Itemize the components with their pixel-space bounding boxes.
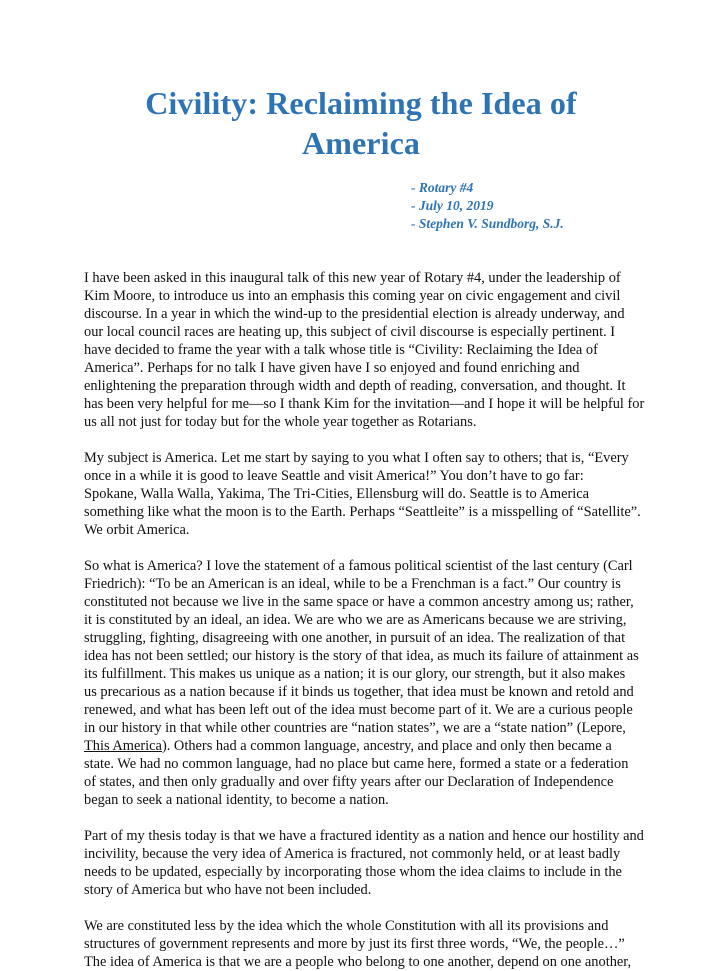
- document-title: Civility: Reclaiming the Idea of America: [145, 85, 577, 161]
- paragraph-line: have decided to frame the year with a talk whose title is “Civility: Reclaiming the Idea of: [84, 342, 598, 358]
- paragraph-line: So what is America? I love the statement of a famous political scientist of the last century (Carl: [84, 558, 633, 574]
- paragraph-line: us precarious as a nation because if it binds us together, that idea must be known and retold and: [84, 684, 634, 700]
- paragraph-line: idea has not been settled; our history is the story of that idea, as much its failure of attainment as: [84, 648, 639, 664]
- paragraph-line: us all not just for today but for the whole year together as Rotarians.: [84, 414, 477, 430]
- paragraph-line: We are constituted less by the idea which the whole Constitution with all its provisions and: [84, 918, 609, 934]
- byline-event: - Rotary #4: [411, 180, 474, 195]
- byline-date: - July 10, 2019: [411, 198, 494, 213]
- book-title: This America: [84, 738, 162, 754]
- paragraph-line: structures of government represents and more by just its first three words, “We, the people…”: [84, 936, 625, 952]
- paragraph-line: This America). Others had a common language, ancestry, and place and only then became a: [84, 738, 612, 754]
- paragraph: [84, 917, 638, 971]
- paragraph-line: I have been asked in this inaugural talk of this new year of Rotary #4, under the leadership of: [84, 270, 621, 286]
- paragraph-line: My subject is America. Let me start by saying to you what I often say to others; that is, “Every: [84, 450, 629, 466]
- paragraph-line: something like what the moon is to the Earth. Perhaps “Seattleite” is a misspelling of “Satellite”.: [84, 504, 641, 520]
- paragraph-line: its fulfillment. This makes us unique as a nation; it is our glory, our strength, but it also makes: [84, 666, 626, 682]
- paragraph-line: it is constituted by an ideal, an idea. We are who we are as Americans because we are striving,: [84, 612, 627, 628]
- paragraph-line: struggling, fighting, disagreeing with one another, in pursuit of an idea. The realization of that: [84, 630, 626, 646]
- paragraph-line: of states, and then only gradually and over fifty years after our Declaration of Independence: [84, 774, 614, 790]
- paragraph: [84, 449, 641, 539]
- paragraph: [84, 557, 638, 809]
- paragraph-line: We orbit America.: [84, 522, 190, 538]
- paragraph-line: state. We had no common language, had no place but came here, formed a state or a federation: [84, 756, 629, 772]
- paragraph-line: constituted not because we live in the same space or have a common ancestry among us; rather,: [84, 594, 634, 610]
- paragraph-line: Part of my thesis today is that we have a fractured identity as a nation and hence our hostility and: [84, 828, 644, 844]
- paragraph-line: incivility, because the very idea of America is fractured, not commonly held, or at least badly: [84, 846, 621, 862]
- paragraph-line: once in a while it is good to leave Seattle and visit America!” You don’t have to go far:: [84, 468, 584, 484]
- paragraph-line: story of America but who have not been included.: [84, 882, 372, 898]
- paragraph-line: renewed, and what has been left out of the idea must become part of it. We are a curious people: [84, 702, 633, 718]
- paragraph-line: Friedrich): “To be an American is an ideal, while to be a Frenchman is a fact.” Our country is: [84, 576, 621, 592]
- paragraph-line: Spokane, Walla Walla, Yakima, The Tri-Cities, Ellensburg will do. Seattle is to America: [84, 486, 590, 502]
- byline: [411, 179, 638, 233]
- paragraph-line: enlightening the preparation through width and depth of reading, conversation, and thought. It: [84, 378, 626, 394]
- paragraph-line: Kim Moore, to introduce us into an emphasis this coming year on civic engagement and civil: [84, 288, 621, 304]
- paragraph-line: needs to be updated, especially by incorporating those whom the idea claims to include in the: [84, 864, 622, 880]
- byline-author: - Stephen V. Sundborg, S.J.: [411, 216, 564, 231]
- paragraph: [84, 269, 645, 431]
- paragraph-line: began to seek a national identity, to become a nation.: [84, 792, 389, 808]
- paragraph-line: discourse. In a year in which the wind-up to the presidential election is already underway, and: [84, 306, 625, 322]
- paragraph-line: our local council races are heating up, this subject of civil discourse is especially pertinent. I: [84, 324, 616, 340]
- paragraph: [84, 827, 644, 899]
- paragraph-line: in our history in that while other countries are “nation states”, we are a “state nation” (Lepore,: [84, 720, 626, 736]
- paragraph-line: America”. Perhaps for no talk I have given have I so enjoyed and found enriching and: [84, 360, 580, 376]
- paragraph-line: The idea of America is that we are a people who belong to one another, depend on one another,: [84, 954, 632, 970]
- paragraph-line: has been very helpful for me—so I thank Kim for the invitation—and I hope it will be helpful for: [84, 396, 645, 412]
- document-body: [84, 269, 645, 971]
